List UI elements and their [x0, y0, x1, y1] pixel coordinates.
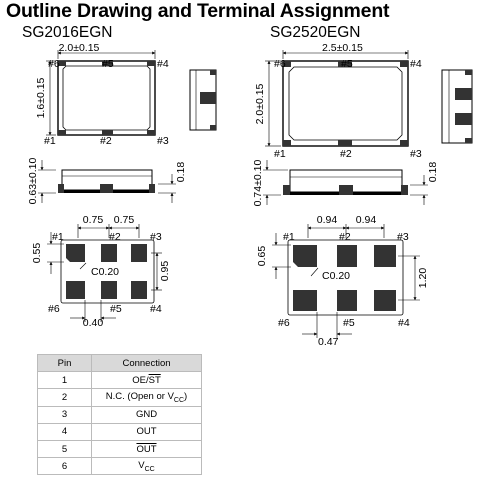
pin-connection: N.C. (Open or $V_{CC}$)	[92, 389, 202, 406]
table-row	[38, 440, 202, 457]
table-row	[38, 458, 202, 475]
right-fp-pin6: #6	[278, 317, 290, 329]
left-fp-pin6: #6	[48, 303, 60, 315]
right-pin1-label: #1	[274, 148, 286, 160]
left-standoff-dim: 0.18	[175, 161, 187, 183]
left-pad-height: 0.55	[31, 242, 43, 264]
right-pad-height: 0.65	[256, 245, 268, 267]
table-header-row	[38, 355, 202, 372]
right-fp-pin3: #3	[397, 231, 409, 243]
model-name-right: SG2520EGN	[270, 24, 361, 41]
pin-number: 5	[38, 440, 92, 457]
left-height-dim: 1.6±0.15	[35, 77, 47, 119]
left-pin1-label: #1	[44, 135, 56, 147]
right-pin6-label: #6	[274, 58, 286, 70]
right-pitch-1: 0.94	[316, 214, 338, 226]
left-pin5-label: #5	[102, 58, 114, 70]
pin-number: 6	[38, 458, 92, 475]
right-pin4-label: #4	[410, 58, 422, 70]
right-pitch-2: 0.94	[355, 214, 377, 226]
left-pad-width: 0.40	[82, 317, 104, 329]
left-fp-pin4: #4	[150, 303, 162, 315]
pin-connection: OUT	[92, 423, 202, 440]
pin-number: 1	[38, 372, 92, 389]
left-fp-pin1: #1	[52, 231, 64, 243]
right-fp-pin2: #2	[339, 231, 351, 243]
left-chamfer: C0.20	[91, 266, 120, 278]
left-pin4-label: #4	[157, 58, 169, 70]
right-thickness-dim: 0.74±0.10	[252, 159, 264, 207]
right-pin5-label: #5	[341, 58, 353, 70]
left-thickness-dim: 0.63±0.10	[27, 157, 39, 205]
left-fp-pin2: #2	[109, 231, 121, 243]
model-name-left: SG2016EGN	[22, 24, 113, 41]
pin-number: 2	[38, 389, 92, 406]
right-height-dim: 2.0±0.15	[254, 83, 266, 125]
left-pitch-1: 0.75	[82, 214, 104, 226]
pin-column-header: Pin	[38, 355, 92, 372]
right-pin3-label: #3	[410, 148, 422, 160]
left-fp-pin5: #5	[110, 303, 122, 315]
left-width-dim: 2.0±0.15	[58, 42, 100, 54]
pin-connection: $OE/\overline{ST}$	[92, 372, 202, 389]
table-row	[38, 372, 202, 389]
left-pin3-label: #3	[157, 135, 169, 147]
pin-number: 3	[38, 406, 92, 423]
left-pin6-label: #6	[48, 58, 60, 70]
pin-connection: $\overline{OUT}$	[92, 440, 202, 457]
right-standoff-dim: 0.18	[427, 161, 439, 183]
right-fp-pin1: #1	[283, 231, 295, 243]
left-pitch-2: 0.75	[113, 214, 135, 226]
right-pin2-label: #2	[340, 148, 352, 160]
left-front-view	[38, 160, 176, 203]
right-width-dim: 2.5±0.15	[322, 42, 363, 54]
left-pin2-label: #2	[100, 135, 112, 147]
page-title: Outline Drawing and Terminal Assignment	[6, 0, 390, 22]
table-row	[38, 406, 202, 423]
pin-number: 4	[38, 423, 92, 440]
connection-column-header: Connection	[92, 355, 202, 372]
right-chamfer: C0.20	[322, 270, 351, 282]
pin-connection: GND	[92, 406, 202, 423]
right-row-pitch: 1.20	[417, 267, 429, 289]
pin-connection-table	[37, 354, 202, 475]
right-front-view	[263, 160, 428, 205]
right-fp-pin4: #4	[398, 317, 410, 329]
right-top-view	[265, 50, 472, 146]
pin-connection: $V_{CC}$	[92, 458, 202, 475]
right-pad-width: 0.47	[318, 336, 339, 348]
left-top-view	[46, 50, 216, 135]
table-row	[38, 423, 202, 440]
left-fp-pin3: #3	[150, 231, 162, 243]
left-row-pitch: 0.95	[159, 260, 171, 282]
table-row	[38, 389, 202, 406]
right-fp-pin5: #5	[343, 317, 355, 329]
